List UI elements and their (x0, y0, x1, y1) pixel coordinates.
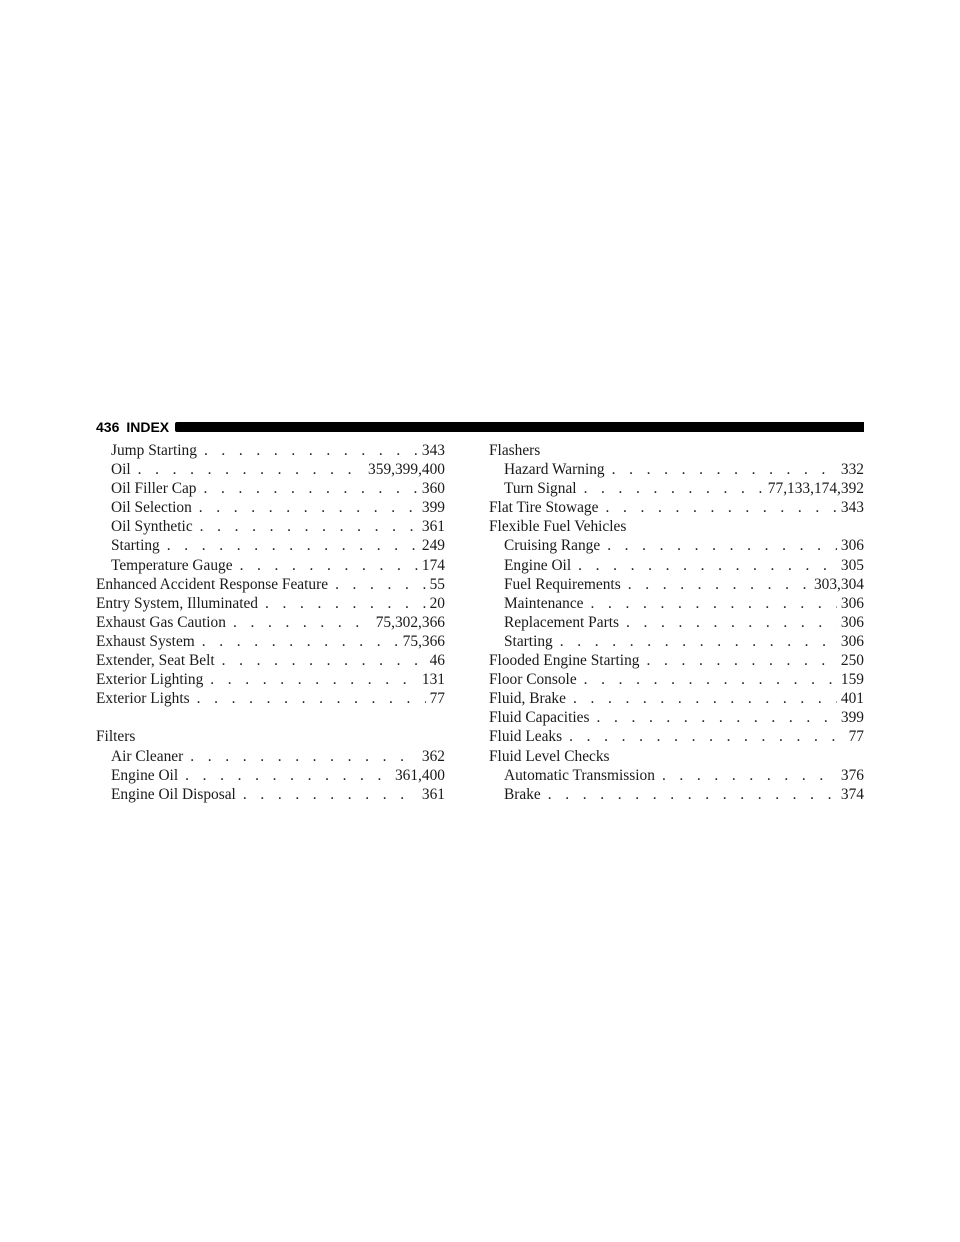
index-subentry (96, 479, 445, 498)
index-subentry (489, 536, 864, 555)
dot-leader (240, 556, 418, 575)
page-reference: 303,304 (813, 575, 864, 593)
index-entry (96, 651, 445, 670)
page-reference: 332 (840, 461, 864, 479)
page-reference: 77 (848, 728, 864, 746)
index-entry (489, 708, 864, 727)
dot-leader (646, 651, 836, 670)
index-subentry (96, 785, 445, 804)
page-reference: 77,133,174,392 (767, 480, 864, 498)
page-reference: 305 (840, 556, 864, 574)
index-subentry (489, 460, 864, 479)
page-reference: 46 (429, 652, 445, 670)
dot-leader (200, 517, 418, 536)
page-number: 436 (96, 419, 120, 435)
index-term: Turn Signal (504, 480, 577, 498)
index-subentry (96, 766, 445, 785)
index-heading (489, 747, 864, 766)
dot-leader (202, 632, 399, 651)
index-column-right (489, 441, 864, 804)
index-term: Floor Console (489, 671, 577, 689)
index-term: Jump Starting (111, 442, 197, 459)
dot-leader (335, 575, 426, 594)
index-term: Enhanced Accident Response Feature (96, 575, 329, 593)
index-subentry (489, 632, 864, 651)
page-reference: 306 (840, 613, 864, 631)
index-term: Fluid, Brake (489, 690, 566, 708)
index-term: Exterior Lights (96, 690, 190, 708)
index-term: Starting (111, 537, 160, 555)
index-term: Fluid Capacities (489, 709, 590, 727)
index-term: Flooded Engine Starting (489, 652, 640, 670)
index-heading (489, 517, 864, 536)
page-reference: 159 (840, 671, 864, 689)
page-reference: 361 (421, 518, 445, 536)
dot-leader (584, 479, 764, 498)
index-term: Flat Tire Stowage (489, 499, 599, 517)
index-term: Starting (504, 632, 553, 650)
index-term: Engine Oil (504, 556, 572, 574)
index-subentry (489, 594, 864, 613)
page-reference: 343 (840, 499, 864, 517)
index-term: Replacement Parts (504, 613, 619, 631)
index-term: Filters (96, 728, 136, 746)
index-term: Oil Selection (111, 499, 192, 517)
index-entry (489, 651, 864, 670)
dot-leader (197, 689, 426, 708)
page-reference: 249 (421, 537, 445, 555)
index-subentry (489, 766, 864, 785)
dot-leader (569, 727, 845, 746)
index-term: Flexible Fuel Vehicles (489, 518, 627, 536)
dot-leader (626, 613, 837, 632)
dot-leader (560, 632, 837, 651)
index-column-left (96, 441, 445, 804)
page-reference: 399 (840, 709, 864, 727)
page-reference: 399 (421, 499, 445, 517)
index-subentry (96, 536, 445, 555)
index-entry (489, 727, 864, 746)
index-term: Flashers (489, 442, 541, 459)
page-reference: 75,366 (402, 632, 445, 650)
dot-leader (590, 594, 836, 613)
page-reference: 360 (421, 480, 445, 498)
index-term: Fluid Level Checks (489, 747, 610, 765)
header-rule (175, 422, 864, 432)
dot-leader (204, 441, 418, 460)
index-term: Oil Synthetic (111, 518, 193, 536)
index-subentry (96, 747, 445, 766)
index-entry (96, 632, 445, 651)
index-term: Fluid Leaks (489, 728, 563, 746)
index-term: Oil Filler Cap (111, 480, 197, 498)
dot-leader (185, 766, 391, 785)
dot-leader (578, 556, 837, 575)
index-entry (96, 670, 445, 689)
index-subentry (489, 479, 864, 498)
index-entry (489, 689, 864, 708)
page-reference: 362 (421, 747, 445, 765)
page-reference: 374 (840, 785, 864, 803)
page-reference: 77 (429, 690, 445, 708)
dot-leader (138, 460, 364, 479)
dot-leader (596, 708, 836, 727)
dot-leader (612, 460, 837, 479)
index-subentry (96, 498, 445, 517)
dot-leader (190, 747, 418, 766)
index-term: Hazard Warning (504, 461, 605, 479)
page-reference: 359,399,400 (368, 461, 445, 479)
section-title: INDEX (126, 419, 170, 435)
dot-leader (662, 766, 837, 785)
page-reference: 306 (840, 632, 864, 650)
dot-leader (265, 594, 426, 613)
dot-leader (584, 670, 837, 689)
index-term: Entry System, Illuminated (96, 594, 259, 612)
page-reference: 250 (840, 652, 864, 670)
index-term: Cruising Range (504, 537, 601, 555)
index-term: Exhaust Gas Caution (96, 613, 226, 631)
page-reference: 306 (840, 537, 864, 555)
page-reference: 55 (429, 575, 445, 593)
index-subentry (96, 460, 445, 479)
dot-leader (607, 536, 837, 555)
dot-leader (204, 479, 418, 498)
dot-leader (199, 498, 418, 517)
index-subentry (96, 556, 445, 575)
index-term: Temperature Gauge (111, 556, 233, 574)
dot-leader (548, 785, 837, 804)
dot-leader (243, 785, 418, 804)
dot-leader (167, 536, 418, 555)
page-reference: 131 (421, 671, 445, 689)
index-heading (96, 727, 445, 746)
dot-leader (233, 613, 372, 632)
index-subentry (96, 517, 445, 536)
page-reference: 306 (840, 594, 864, 612)
dot-leader (605, 498, 836, 517)
index-entry (96, 613, 445, 632)
index-term: Fuel Requirements (504, 575, 621, 593)
index-entry (96, 689, 445, 708)
index-entry (489, 498, 864, 517)
index-entry (489, 670, 864, 689)
index-term: Brake (504, 785, 541, 803)
page-reference: 343 (421, 442, 445, 459)
index-subentry (489, 785, 864, 804)
index-term: Automatic Transmission (504, 766, 655, 784)
index-subentry (96, 441, 445, 460)
page-reference: 376 (840, 766, 864, 784)
page-reference: 20 (429, 594, 445, 612)
index-subentry (489, 613, 864, 632)
index-term: Exhaust System (96, 632, 195, 650)
index-term: Air Cleaner (111, 747, 184, 765)
index-term: Oil (111, 461, 131, 479)
page-header (96, 416, 864, 438)
index-term: Exterior Lighting (96, 671, 204, 689)
index-term: Extender, Seat Belt (96, 652, 215, 670)
index-subentry (489, 575, 864, 594)
page-reference: 174 (421, 556, 445, 574)
index-heading (489, 441, 864, 460)
page-reference: 75,302,366 (375, 613, 445, 631)
page-reference: 401 (840, 690, 864, 708)
index-term: Engine Oil (111, 766, 179, 784)
dot-leader (210, 670, 418, 689)
index-term: Maintenance (504, 594, 584, 612)
page-reference: 361,400 (394, 766, 445, 784)
page-reference: 361 (421, 785, 445, 803)
index-entry (96, 575, 445, 594)
dot-leader (628, 575, 810, 594)
index-entry (96, 594, 445, 613)
dot-leader (573, 689, 837, 708)
index-subentry (489, 556, 864, 575)
index-spacer (96, 708, 445, 727)
dot-leader (222, 651, 426, 670)
index-term: Engine Oil Disposal (111, 785, 236, 803)
